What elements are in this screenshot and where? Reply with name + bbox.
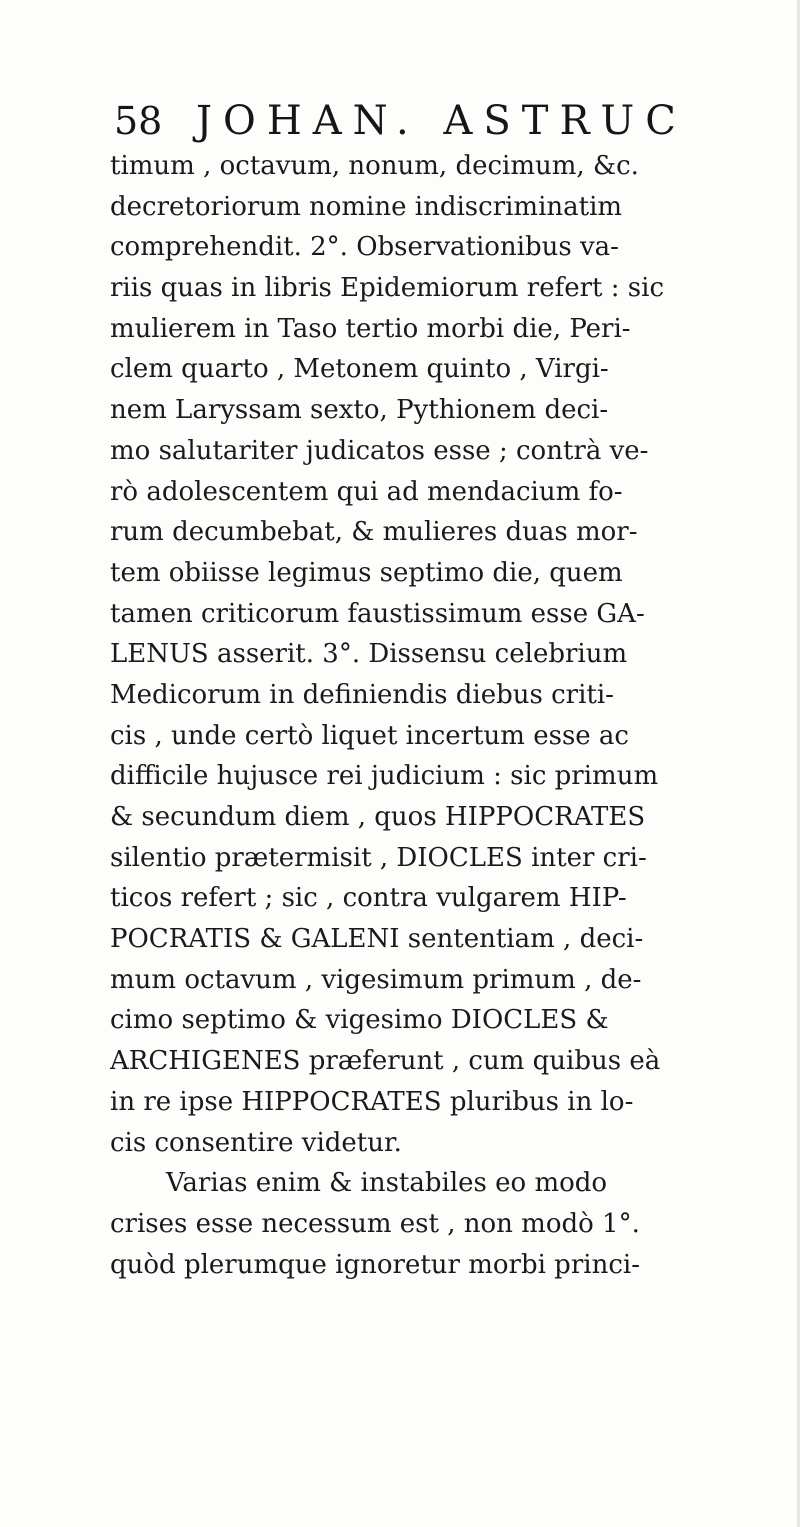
text-line: quòd plerumque ignoretur morbi princi- xyxy=(110,1249,640,1280)
text-line: LENUS asserit. 3°. Dissensu celebrium xyxy=(110,639,628,670)
text-line: crises esse necessum est , non modò 1°. xyxy=(110,1208,640,1239)
text-line: rum decumbebat, & mulieres duas mor- xyxy=(110,517,638,548)
text-line: mo salutariter judicatos esse ; contrà ve- xyxy=(110,435,649,466)
text-line: ticos refert ; sic , contra vulgarem HIP- xyxy=(110,883,627,914)
text-line: difficile hujusce rei judicium : sic primum xyxy=(110,761,659,792)
text-line: tem obiisse legimus septimo die, quem xyxy=(110,557,623,588)
body-text xyxy=(110,146,710,1285)
text-line: mulierem in Taso tertio morbi die, Peri- xyxy=(110,313,631,344)
paragraph-start-line: Varias enim & instabiles eo modo xyxy=(166,1168,608,1199)
text-line: nem Laryssam sexto, Pythionem deci- xyxy=(110,395,609,426)
running-head: JOHAN. ASTRUC xyxy=(196,98,687,144)
text-line: comprehendit. 2°. Observationibus va- xyxy=(110,232,619,263)
text-line: ARCHIGENES præferunt , cum quibus eà xyxy=(110,1046,661,1077)
text-line: riis quas in libris Epidemiorum refert : sic xyxy=(110,273,665,304)
text-line: & secundum diem , quos HIPPOCRATES xyxy=(110,802,646,832)
text-line: cimo septimo & vigesimo DIOCLES & xyxy=(110,1005,609,1036)
text-line: Medicorum in definiendis diebus criti- xyxy=(110,679,614,710)
text-line: cis consentire videtur. xyxy=(110,1127,402,1158)
page-number: 58 xyxy=(114,99,163,143)
text-line: timum , octavum, nonum, decimum, &c. xyxy=(110,151,639,181)
text-line: clem quarto , Metonem quinto , Virgi- xyxy=(110,354,609,385)
text-line: mum octavum , vigesimum primum , de- xyxy=(110,964,642,995)
text-line: POCRATIS & GALENI sententiam , deci- xyxy=(110,924,644,955)
text-line: in re ipse HIPPOCRATES pluribus in lo- xyxy=(110,1086,634,1117)
text-line: tamen criticorum faustissimum esse GA- xyxy=(110,598,645,629)
text-line: silentio prætermisit , DIOCLES inter cri- xyxy=(110,842,647,873)
text-line: rò adolescentem qui ad mendacium fo- xyxy=(110,476,623,507)
page-header xyxy=(110,96,687,146)
text-line: cis , unde certò liquet incertum esse ac xyxy=(110,720,629,751)
text-line: decretoriorum nomine indiscriminatim xyxy=(110,191,623,222)
